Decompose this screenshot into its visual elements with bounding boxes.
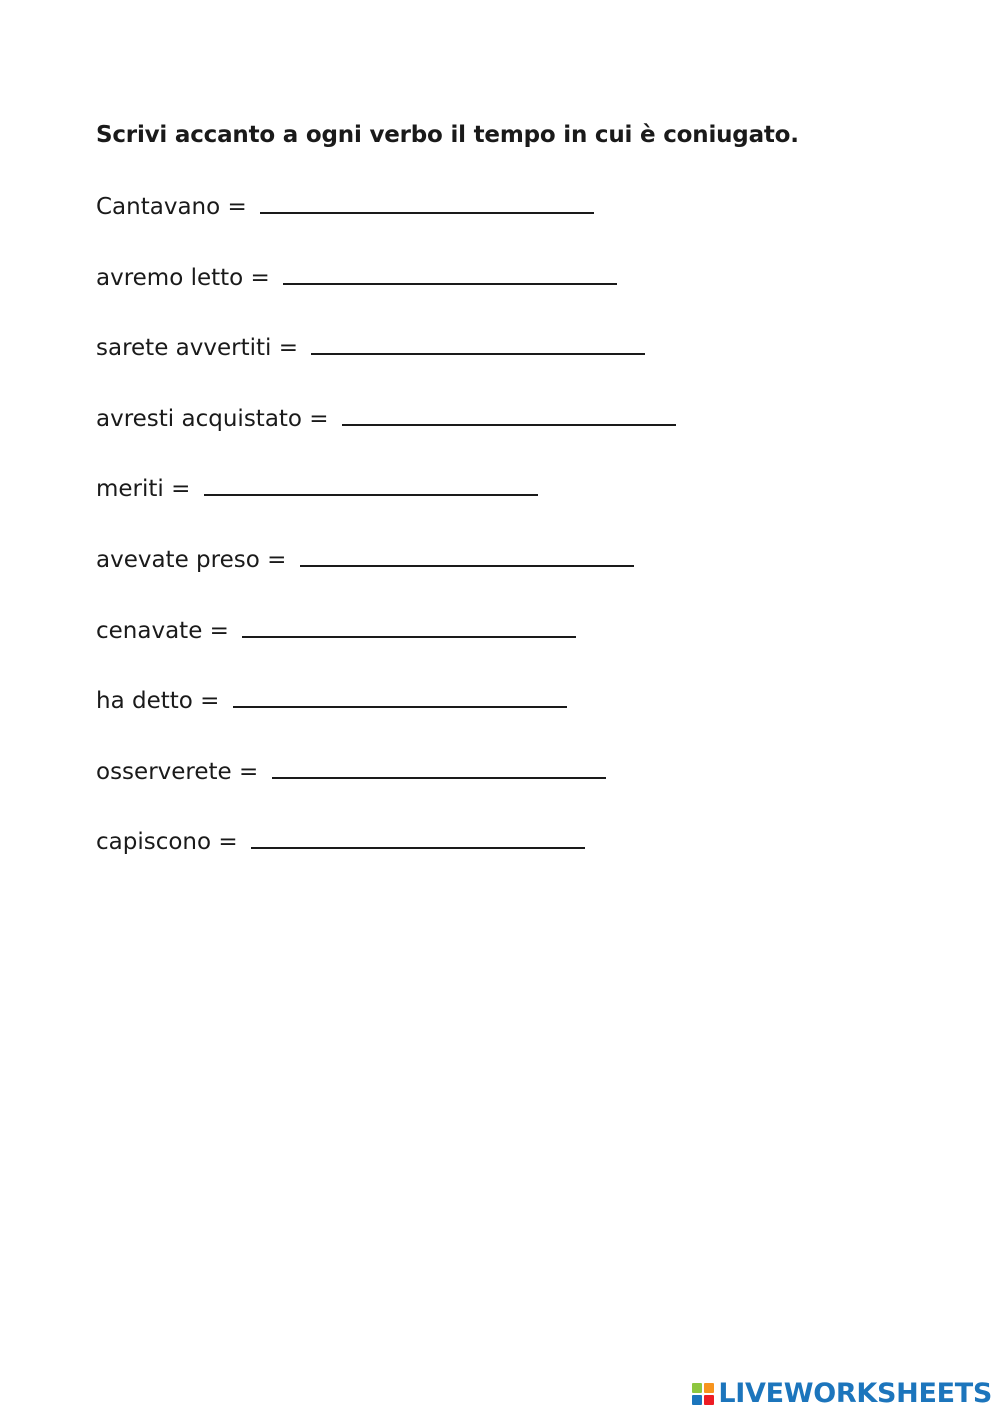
exercise-item bbox=[96, 614, 676, 685]
answer-field[interactable] bbox=[272, 755, 606, 779]
answer-field[interactable] bbox=[311, 331, 645, 355]
answer-field[interactable] bbox=[300, 543, 634, 567]
logo-square-blue bbox=[692, 1395, 702, 1405]
answer-field[interactable] bbox=[260, 190, 594, 214]
liveworksheets-logo-icon bbox=[692, 1383, 714, 1405]
verb-label: avremo letto = bbox=[96, 264, 278, 291]
exercise-list bbox=[96, 190, 676, 896]
verb-label: osserverete = bbox=[96, 758, 266, 785]
worksheet-instruction: Scrivi accanto a ogni verbo il tempo in cui è coniugato. bbox=[96, 122, 799, 148]
logo-square-orange bbox=[704, 1383, 714, 1393]
liveworksheets-brand bbox=[692, 1378, 992, 1409]
verb-label: avresti acquistato = bbox=[96, 405, 336, 432]
brand-text: LIVEWORKSHEETS bbox=[718, 1378, 992, 1409]
exercise-item bbox=[96, 543, 676, 614]
verb-label: capiscono = bbox=[96, 829, 245, 856]
answer-field[interactable] bbox=[233, 684, 567, 708]
answer-field[interactable] bbox=[204, 472, 538, 496]
exercise-item bbox=[96, 755, 676, 826]
verb-label: Cantavano = bbox=[96, 194, 255, 220]
answer-field[interactable] bbox=[242, 614, 576, 638]
verb-label: ha detto = bbox=[96, 688, 227, 715]
exercise-item bbox=[96, 261, 676, 332]
logo-square-red bbox=[704, 1395, 714, 1405]
exercise-item bbox=[96, 190, 676, 261]
answer-field[interactable] bbox=[283, 261, 617, 285]
verb-label: sarete avvertiti = bbox=[96, 335, 306, 362]
verb-label: meriti = bbox=[96, 476, 198, 503]
exercise-item bbox=[96, 684, 676, 755]
answer-field[interactable] bbox=[251, 825, 585, 849]
exercise-item bbox=[96, 331, 676, 402]
exercise-item bbox=[96, 402, 676, 473]
verb-label: avevate preso = bbox=[96, 546, 294, 573]
logo-square-green bbox=[692, 1383, 702, 1393]
verb-label: cenavate = bbox=[96, 617, 237, 644]
answer-field[interactable] bbox=[342, 402, 676, 426]
exercise-item bbox=[96, 825, 676, 896]
exercise-item bbox=[96, 472, 676, 543]
